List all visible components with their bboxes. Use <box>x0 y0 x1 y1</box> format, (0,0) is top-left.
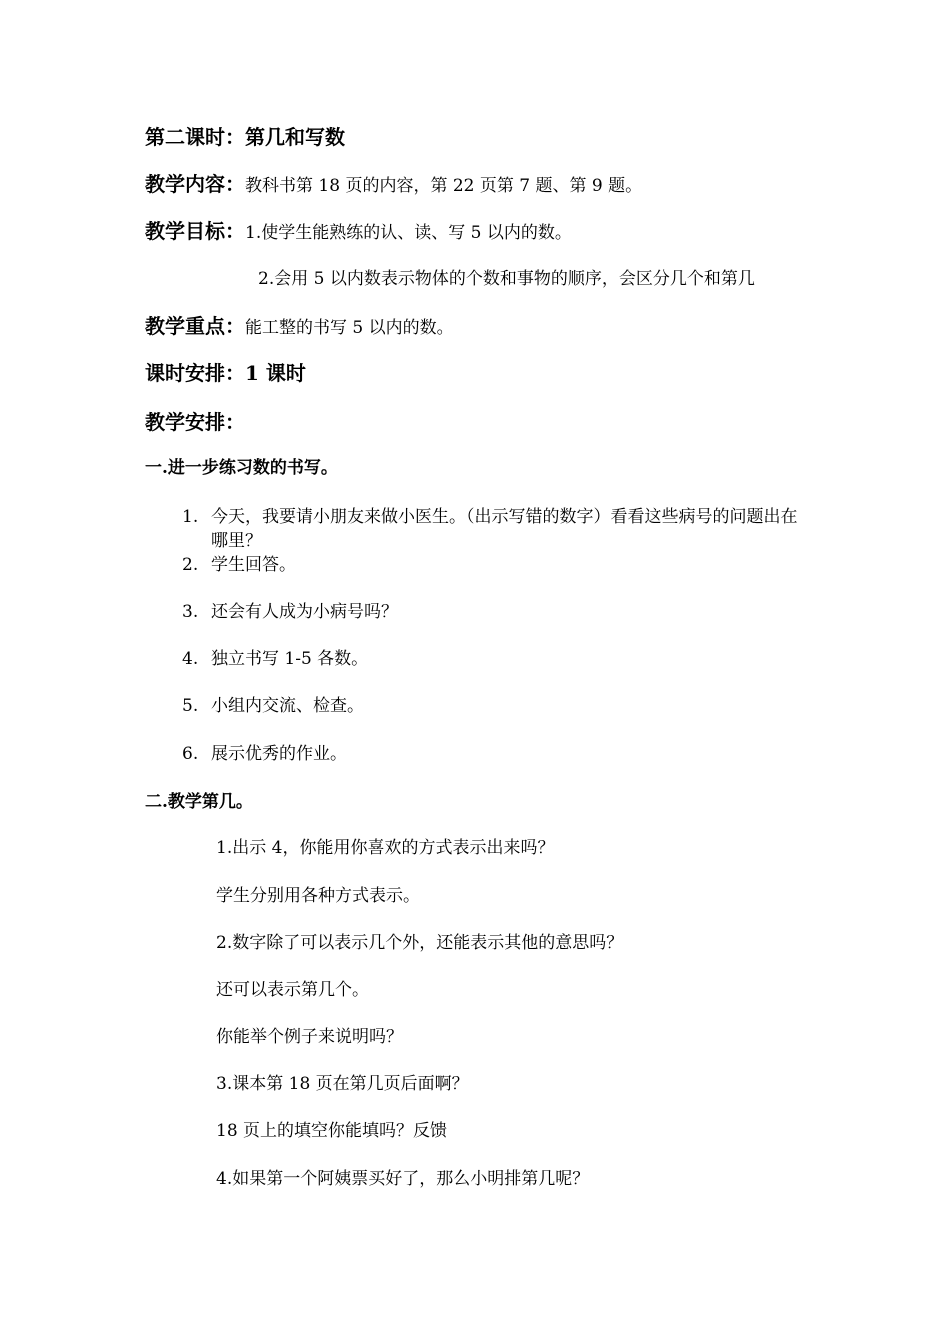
key-value: 能工整的书写 5 以内的数。 <box>245 318 454 338</box>
lesson-title: 第二课时：第几和写数 <box>145 125 345 149</box>
section2-line: 你能举个例子来说明吗？ <box>216 1027 403 1047</box>
schedule-value: 1 课时 <box>245 361 306 385</box>
section2-line: 还可以表示第几个。 <box>216 980 369 1000</box>
key-label: 教学重点： <box>145 314 245 338</box>
list-item <box>182 694 822 718</box>
list-item-text: 还会有人成为小病号吗？ <box>211 602 398 622</box>
goal-row <box>145 219 572 245</box>
list-item-number: 2. <box>182 555 199 575</box>
list-item <box>182 505 822 553</box>
list-item <box>182 647 822 671</box>
section2-title: 二.教学第几。 <box>145 792 253 812</box>
schedule-row <box>145 361 306 387</box>
list-item-text: 今天，我要请小朋友来做小医生。（出示写错的数字）看看这些病号的问题出在哪里？ <box>211 507 798 551</box>
list-item-text: 独立书写 1-5 各数。 <box>211 649 369 669</box>
section2-line: 1.出示 4，你能用你喜欢的方式表示出来吗？ <box>216 838 555 858</box>
list-item-number: 4. <box>182 649 199 669</box>
schedule-label: 课时安排： <box>145 361 245 385</box>
section2-line: 4.如果第一个阿姨票买好了，那么小明排第几呢？ <box>216 1169 590 1189</box>
list-item-text: 小组内交流、检查。 <box>211 696 364 716</box>
goal-label: 教学目标： <box>145 219 245 243</box>
key-row <box>145 314 454 340</box>
list-item <box>182 600 822 624</box>
content-value: 教科书第 18 页的内容，第 22 页第 7 题、第 9 题。 <box>245 176 643 196</box>
list-item-number: 5. <box>182 696 199 716</box>
list-item-text: 学生回答。 <box>211 555 296 575</box>
goal-1: 1.使学生能熟练的认、读、写 5 以内的数。 <box>245 223 572 243</box>
section2-line: 3.课本第 18 页在第几页后面啊？ <box>216 1074 469 1094</box>
section2-line: 学生分别用各种方式表示。 <box>216 886 420 906</box>
list-item-number: 1. <box>182 507 199 527</box>
content-row <box>145 172 642 198</box>
section2-line: 2.数字除了可以表示几个外，还能表示其他的意思吗？ <box>216 933 624 953</box>
list-item <box>182 553 822 577</box>
arrangement-label: 教学安排： <box>145 410 245 434</box>
list-item-number: 3. <box>182 602 199 622</box>
list-item <box>182 742 822 766</box>
list-item-number: 6. <box>182 744 199 764</box>
section2-line: 18 页上的填空你能填吗？反馈 <box>216 1121 448 1141</box>
goal-2: 2.会用 5 以内数表示物体的个数和事物的顺序，会区分几个和第几 <box>258 269 755 289</box>
content-label: 教学内容： <box>145 172 245 196</box>
section1-title: 一.进一步练习数的书写。 <box>145 458 338 478</box>
list-item-text: 展示优秀的作业。 <box>211 744 347 764</box>
